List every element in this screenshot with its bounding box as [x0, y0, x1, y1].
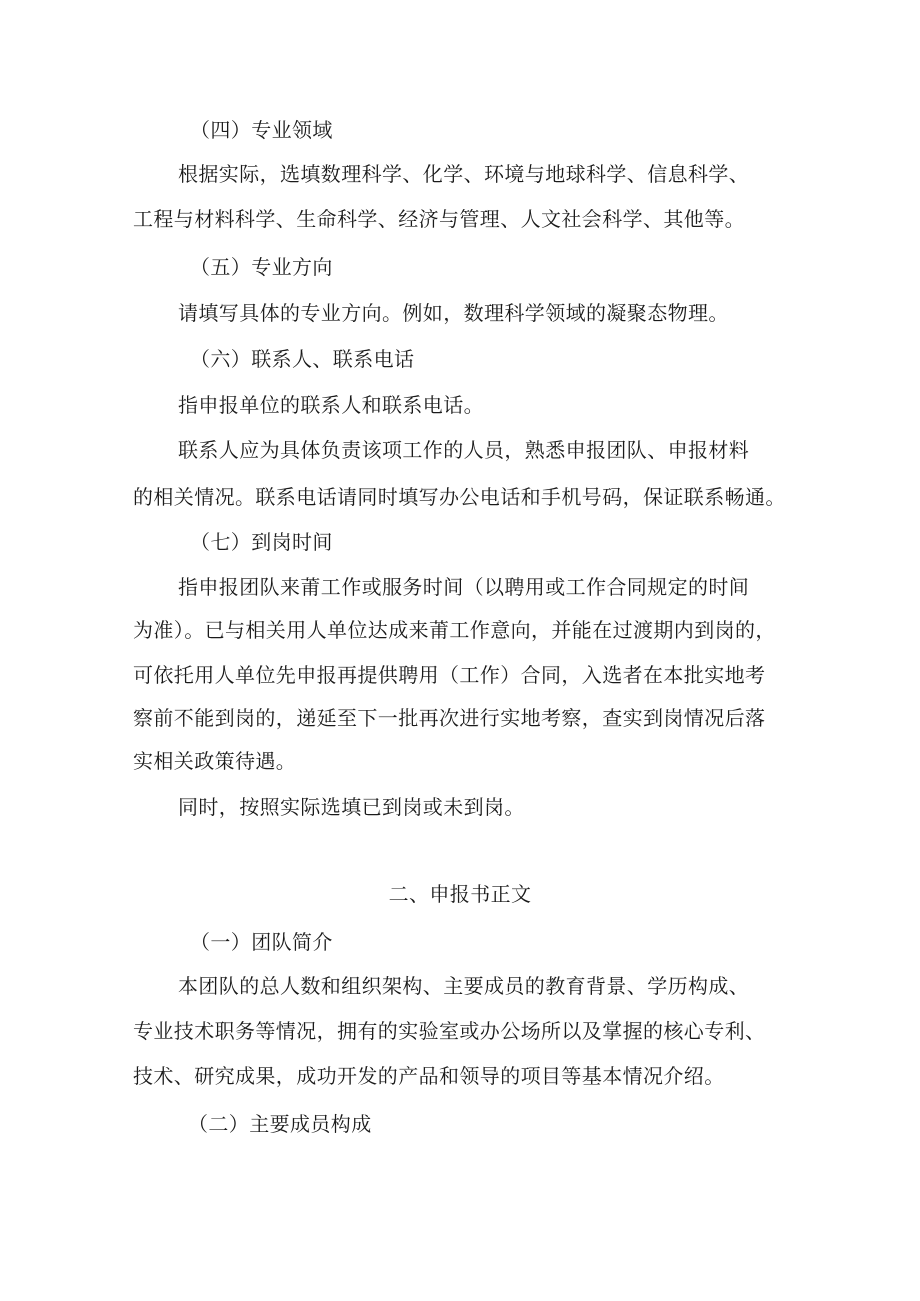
- section-6-heading: （六）联系人、联系电话: [190, 347, 415, 371]
- section-4-line-1: 根据实际，选填数理科学、化学、环境与地球科学、信息科学、: [178, 162, 750, 186]
- part-2-sub-1-heading: （一）团队简介: [190, 930, 333, 954]
- part-2-title: 二、申报书正文: [388, 882, 532, 906]
- section-4-line-2: 工程与材料科学、生命科学、经济与管理、人文社会科学、其他等。: [133, 207, 745, 231]
- section-7-line-5: 实相关政策待遇。: [133, 749, 297, 773]
- section-6-line-2: 联系人应为具体负责该项工作的人员，熟悉申报团队、申报材料: [178, 438, 750, 462]
- section-5-line-1: 请填写具体的专业方向。例如，数理科学领域的凝聚态物理。: [178, 301, 729, 325]
- section-7-line-4: 察前不能到岗的，递延至下一批再次进行实地考察，查实到岗情况后落: [133, 706, 766, 730]
- section-6-line-1: 指申报单位的联系人和联系电话。: [178, 393, 484, 417]
- part-2-sub-1-line-2: 专业技术职务等情况，拥有的实验室或办公场所以及掌握的核心专利、: [133, 1019, 766, 1043]
- section-5-heading: （五）专业方向: [190, 255, 333, 279]
- section-7-line-1: 指申报团队来莆工作或服务时间（以聘用或工作合同规定的时间: [178, 575, 750, 599]
- part-2-sub-1-line-1: 本团队的总人数和组织架构、主要成员的教育背景、学历构成、: [178, 974, 750, 998]
- section-7-line-6: 同时，按照实际选填已到岗或未到岗。: [178, 795, 525, 819]
- section-7-heading: （七）到岗时间: [190, 530, 333, 554]
- section-7-line-3: 可依托用人单位先申报再提供聘用（工作）合同，入选者在本批实地考: [133, 663, 766, 687]
- part-2-sub-2-heading: （二）主要成员构成: [188, 1112, 372, 1136]
- section-4-heading: （四）专业领域: [190, 118, 333, 142]
- section-6-line-3: 的相关情况。联系电话请同时填写办公电话和手机号码，保证联系畅通。: [133, 485, 786, 509]
- section-7-line-2: 为准）。已与相关用人单位达成来莆工作意向，并能在过渡期内到岗的，: [133, 618, 776, 642]
- part-2-sub-1-line-3: 技术、研究成果，成功开发的产品和领导的项目等基本情况介绍。: [133, 1064, 725, 1088]
